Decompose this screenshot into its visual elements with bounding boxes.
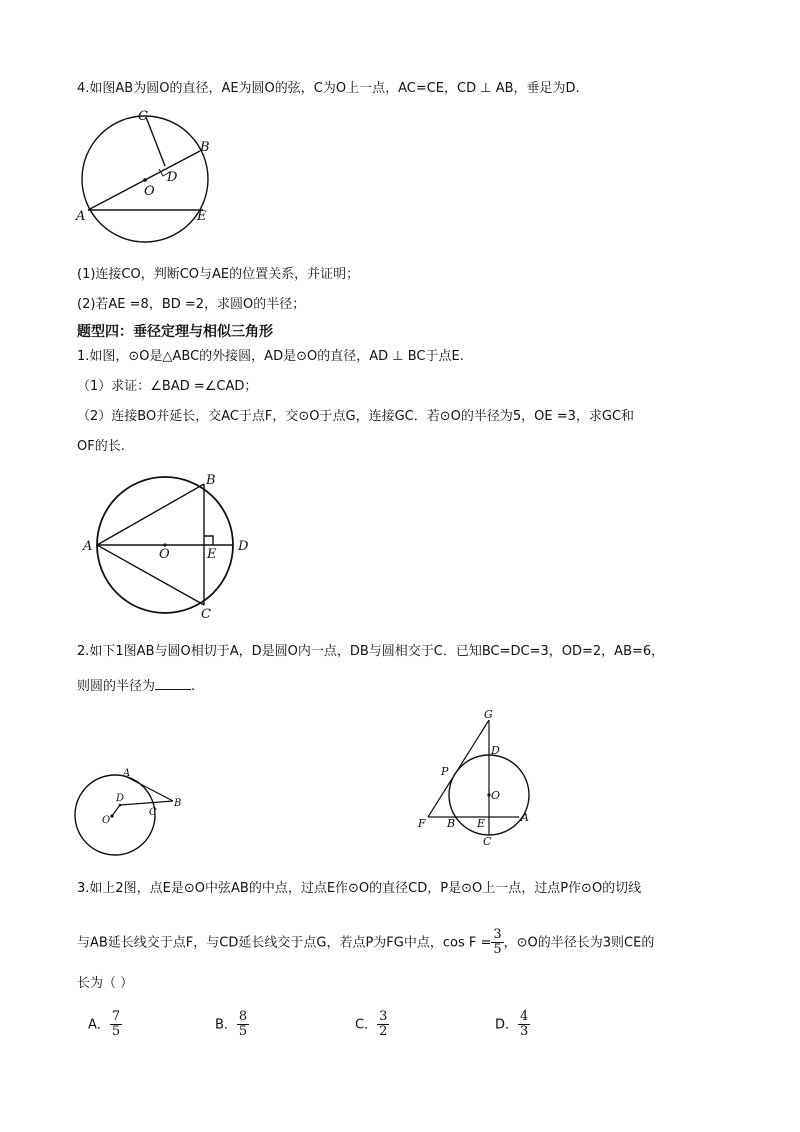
p2-fig2-label-p: P [441, 765, 449, 778]
p2-fig1-label-d: D [116, 793, 125, 804]
q4-part1: (1)连接CO，判断CO与AE的位置关系，并证明； [77, 267, 360, 282]
q4-figure [70, 104, 220, 254]
option-b-fraction [237, 1010, 249, 1040]
p1-label-o: O [159, 547, 170, 562]
answer-blank[interactable] [155, 677, 191, 690]
p2-fig1-label-b: B [174, 798, 182, 809]
p1-label-b: B [206, 473, 216, 488]
option-a-den: 5 [111, 1024, 121, 1040]
p2-fig2-label-o: O [491, 789, 501, 802]
p2-fig2-tangent-fg [428, 720, 489, 817]
p2-stem-line1: 2.如下1图AB与圆O相切于A，D是圆O内一点，DB与圆相交于C．已知BC=DC=3，OD=2，AB=6， [77, 644, 665, 659]
p2-fig1-circle [75, 775, 155, 855]
q4-label-e: E [197, 209, 207, 224]
p2-fig2-label-d: D [491, 744, 500, 757]
q4-label-a: A [76, 209, 86, 224]
p2-fig1-segment-od [112, 805, 120, 816]
section-heading: 题型四：垂径定理与相似三角形 [77, 324, 273, 340]
option-d-den: 3 [520, 1024, 529, 1040]
p1-part2-line2: OF的长. [77, 439, 125, 454]
cos-denominator: 5 [493, 942, 502, 958]
option-b-letter: B． [215, 1017, 237, 1033]
q4-center-dot [143, 178, 147, 182]
p2-fig2-label-f: F [418, 817, 426, 830]
p2-fig2-label-c: C [483, 835, 492, 848]
option-a-fraction [110, 1010, 122, 1040]
option-b-num: 8 [238, 1009, 248, 1024]
p1-label-e: E [207, 547, 217, 562]
p1-label-c: C [201, 607, 211, 622]
option-c-num: 3 [379, 1009, 388, 1024]
p2-fig1-segment-db [120, 801, 173, 805]
q4-label-d: D [167, 170, 178, 185]
p1-part2-line1: （2）连接BO并延长，交AC于点F，交⊙O于点G，连接GC．若⊙O的半径为5，OE =3，求GC和 [77, 409, 635, 424]
p2-fig2-label-g: G [484, 708, 493, 721]
q4-label-o: O [144, 184, 155, 199]
option-c[interactable] [355, 1010, 389, 1040]
p2-stem-end: . [191, 679, 196, 694]
p3-stem-line1: 3.如上2图，点E是⊙O中弦AB的中点，过点E作⊙O的直径CD，P是⊙O上一点，过点P作⊙O的切线 [77, 881, 642, 896]
p2-fig1-point-d [119, 804, 122, 807]
p2-figure-2 [410, 700, 550, 850]
option-d-num: 4 [520, 1009, 529, 1024]
p2-figure-1 [70, 765, 200, 860]
p1-side-ac [97, 545, 204, 605]
option-c-den: 2 [379, 1024, 388, 1040]
q4-stem: 4.如图AB为圆O的直径，AE为圆O的弦，C为O上一点，AC=CE，CD ⊥ AB，垂足为D. [77, 81, 580, 96]
p1-label-a: A [83, 539, 93, 554]
q4-part2: (2)若AE =8，BD =2，求圆O的半径； [77, 297, 306, 312]
option-d-fraction [518, 1010, 530, 1040]
cos-fraction [491, 928, 503, 958]
p2-fig1-label-a: A [123, 768, 131, 779]
option-d-letter: D． [495, 1017, 519, 1033]
p2-stem-line2 [77, 677, 195, 693]
option-c-fraction [377, 1010, 389, 1040]
q4-label-b: B [200, 140, 210, 155]
p2-fig2-label-e: E [477, 817, 486, 830]
option-b-den: 5 [238, 1024, 248, 1040]
p2-fig1-center-dot [110, 814, 113, 817]
option-a-num: 7 [111, 1009, 121, 1024]
p3-stem-line2 [77, 928, 654, 958]
p1-part1: （1）求证：∠BAD =∠CAD； [77, 379, 258, 394]
p3-stem-line2-a: 与AB延长线交于点F，与CD延长线交于点G，若点P为FG中点，cos F = [77, 935, 492, 951]
option-a-letter: A． [88, 1017, 110, 1033]
p3-stem-line2-b: ，⊙O的半径长为3则CE的 [503, 935, 655, 951]
p2-fig2-label-b: B [447, 817, 456, 830]
p1-right-angle-mark [204, 536, 213, 545]
option-a[interactable] [88, 1010, 122, 1040]
p2-fig1-tangent-ab [125, 776, 173, 801]
option-b[interactable] [215, 1010, 249, 1040]
p2-fig1-label-o: O [102, 815, 111, 826]
p1-figure [80, 472, 260, 622]
p3-stem-line3: 长为（ ） [77, 976, 134, 991]
option-d[interactable] [495, 1010, 530, 1040]
p1-side-ab [97, 484, 204, 545]
p1-label-d: D [238, 539, 249, 554]
cos-numerator: 3 [493, 927, 502, 942]
p2-stem-line2-text: 则圆的半径为 [77, 679, 156, 694]
q4-segment-cd [146, 117, 165, 166]
q4-label-c: C [138, 109, 148, 124]
p1-stem: 1.如图，⊙O是△ABC的外接圆，AD是⊙O的直径，AD ⊥ BC于点E. [77, 349, 464, 364]
p2-fig2-label-a: A [521, 811, 529, 824]
p2-fig1-label-c: C [149, 807, 157, 818]
option-c-letter: C． [355, 1017, 378, 1033]
